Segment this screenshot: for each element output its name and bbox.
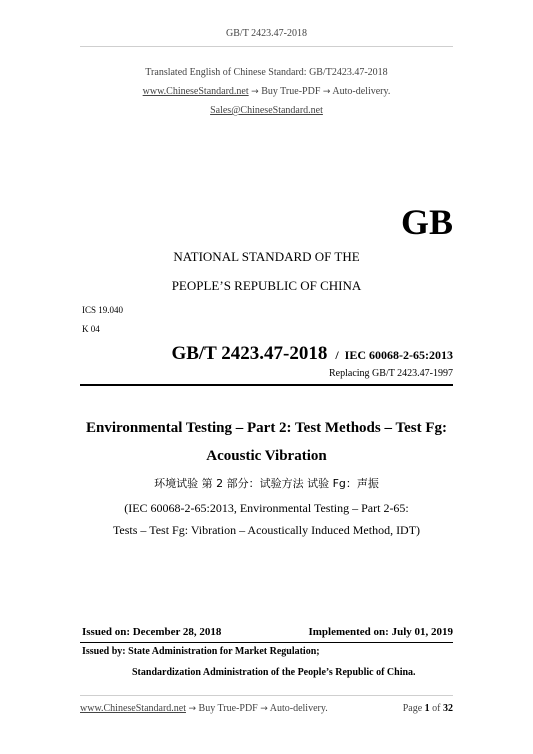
footer-site-link[interactable]: www.ChineseStandard.net: [80, 703, 186, 714]
footer-delivery-text: Auto-delivery.: [269, 703, 328, 714]
national-standard-line2: PEOPLE’S REPUBLIC OF CHINA: [171, 278, 362, 293]
issued-by-line2: Standardization Administration of the People’s Republic of China.: [132, 667, 416, 678]
title-line2: Acoustic Vibration: [206, 448, 327, 464]
footer-divider: [80, 695, 453, 696]
classification-code: K 04: [82, 324, 100, 334]
issued-by-line1: Issued by: State Administration for Market Regulation;: [82, 646, 320, 657]
translation-notice: Translated English of Chinese Standard: GB/T2423.47-2018: [145, 67, 388, 78]
email-link[interactable]: Sales@ChineseStandard.net: [210, 105, 323, 116]
arrow-icon: →: [322, 87, 331, 97]
running-header: GB/T 2423.47-2018: [226, 28, 307, 39]
site-link[interactable]: www.ChineseStandard.net: [142, 86, 249, 97]
delivery-text: Auto-delivery.: [332, 86, 391, 97]
of-label: of: [432, 703, 441, 714]
header-divider: [80, 46, 453, 47]
iec-number: IEC 60068-2-65:2013: [344, 348, 453, 362]
footer-buy-text: Buy True-PDF: [198, 703, 258, 714]
page-label: Page: [402, 703, 423, 714]
page-number: 1: [424, 703, 430, 714]
chinese-title: 环境试验 第 2 部分：试验方法 试验 Fg：声振: [154, 477, 379, 490]
email-line: [0, 105, 533, 116]
dates-divider: [80, 642, 453, 643]
page-indicator: [403, 703, 453, 714]
arrow-icon: →: [260, 704, 268, 714]
arrow-icon: →: [188, 704, 197, 714]
number-separator: /: [335, 348, 339, 362]
national-standard-line1: NATIONAL STANDARD OF THE: [173, 249, 360, 264]
standard-number: GB/T 2423.47-2018: [171, 343, 328, 364]
ics-code: ICS 19.040: [82, 305, 124, 315]
footer-purchase-line: [80, 703, 328, 714]
gb-mark: GB: [400, 202, 453, 242]
page-total: 32: [443, 703, 453, 714]
replacing-note: Replacing GB/T 2423.47-1997: [329, 368, 453, 379]
equivalence-line1: (IEC 60068-2-65:2013, Environmental Testing – Part 2-65:: [124, 501, 409, 515]
arrow-icon: →: [251, 87, 259, 97]
implemented-date: Implemented on: July 01, 2019: [308, 626, 453, 638]
standard-number-line: [171, 343, 453, 365]
title-line1: Environmental Testing – Part 2: Test Methods – Test Fg:: [85, 420, 447, 436]
number-divider: [80, 384, 453, 386]
buy-text: Buy True-PDF: [261, 86, 321, 97]
equivalence-line2: Tests – Test Fg: Vibration – Acoustically Induced Method, IDT): [112, 523, 421, 537]
issued-date: Issued on: December 28, 2018: [82, 626, 222, 638]
purchase-line: [0, 86, 533, 97]
